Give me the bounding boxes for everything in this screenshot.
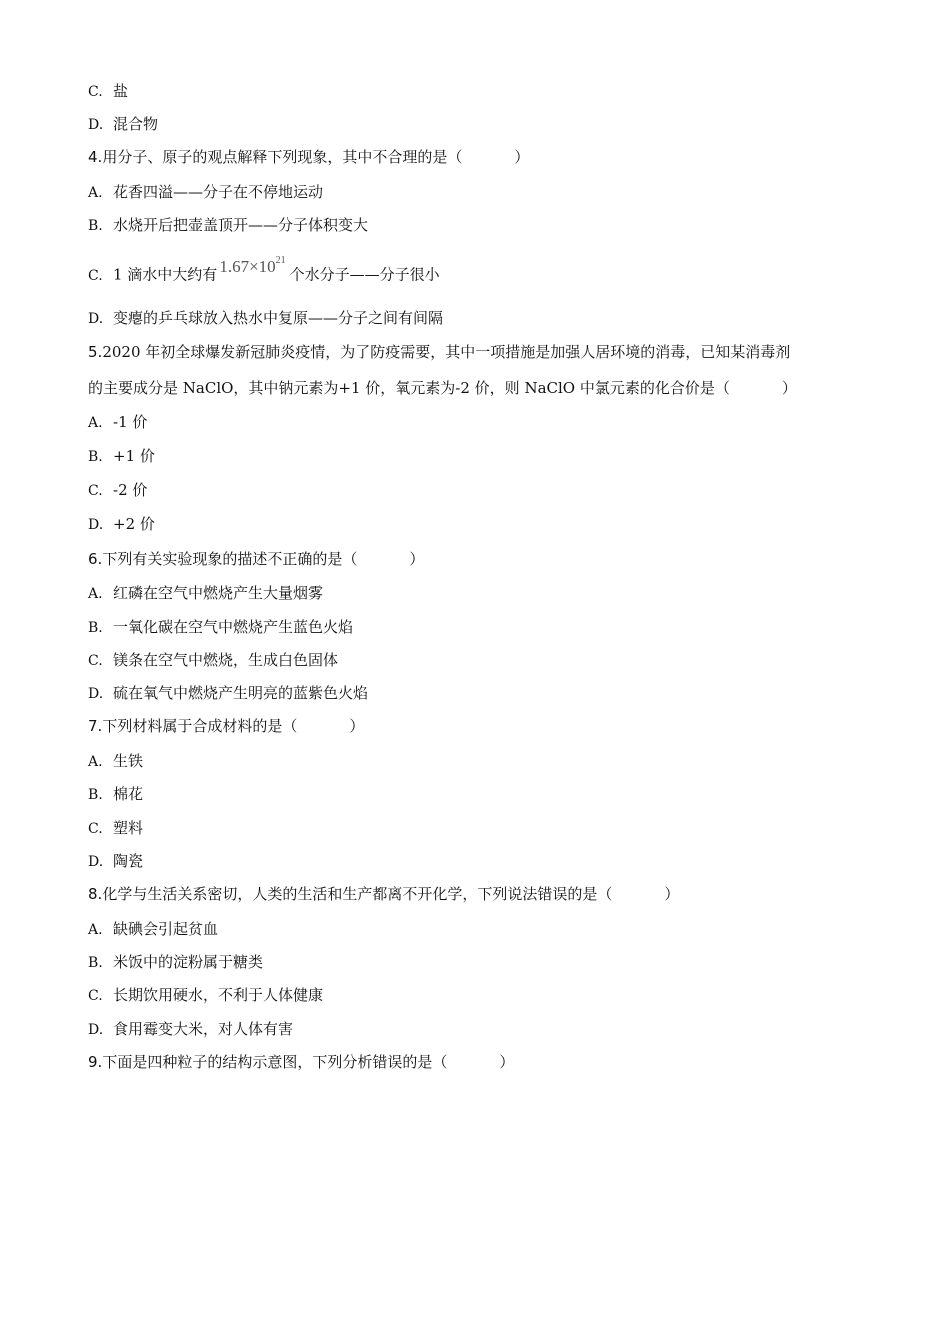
q7-stem xyxy=(88,716,364,736)
option-letter: A. xyxy=(88,586,103,602)
q4-stem xyxy=(88,147,529,167)
option-text: 塑料 xyxy=(113,819,144,837)
q6-option-d xyxy=(88,683,368,704)
q4-option-d xyxy=(88,308,443,329)
q7-option-b xyxy=(88,784,143,805)
q5-option-b xyxy=(88,446,155,467)
option-letter: B. xyxy=(88,955,103,971)
q8-option-a xyxy=(88,919,218,940)
sci-exponent: 21 xyxy=(275,255,286,266)
option-letter: D. xyxy=(88,117,104,133)
question-text: 的主要成分是 NaClO，其中钠元素为+1 价，氧元素为-2 价，则 NaClO 中氯元素的化合价是（ xyxy=(88,379,730,397)
q6-stem xyxy=(88,549,424,569)
option-letter: A. xyxy=(88,185,103,201)
option-text: 陶瓷 xyxy=(113,852,144,870)
option-text: 生铁 xyxy=(113,752,144,770)
q6-option-b xyxy=(88,617,353,638)
option-letter: B. xyxy=(88,218,103,234)
option-letter: B. xyxy=(88,449,103,465)
q5-option-c xyxy=(88,480,147,501)
option-letter: A. xyxy=(88,754,103,770)
q3-option-c xyxy=(88,81,128,102)
option-text: 米饭中的淀粉属于糖类 xyxy=(113,953,264,971)
option-letter: D. xyxy=(88,854,104,870)
option-letter: C. xyxy=(88,84,103,100)
question-number: 5. xyxy=(88,343,103,361)
q4-option-c xyxy=(88,255,440,286)
option-letter: B. xyxy=(88,787,103,803)
option-text: +2 价 xyxy=(113,515,155,533)
q5-option-a xyxy=(88,412,147,433)
option-letter: C. xyxy=(88,821,103,837)
q6-option-a xyxy=(88,583,323,604)
q9-stem xyxy=(88,1052,514,1072)
option-text: 水烧开后把壶盖顶开——分子体积变大 xyxy=(113,216,369,234)
option-text: 棉花 xyxy=(113,785,144,803)
q3-option-d xyxy=(88,114,158,135)
option-letter: B. xyxy=(88,620,103,636)
question-text: 用分子、原子的观点解释下列现象，其中不合理的是（ xyxy=(102,148,463,166)
option-text: -1 价 xyxy=(113,413,148,431)
option-text: 盐 xyxy=(113,82,129,100)
question-number: 4. xyxy=(88,148,103,166)
q7-option-d xyxy=(88,851,143,872)
option-text: 变瘪的乒乓球放入热水中复原——分子之间有间隔 xyxy=(113,309,444,327)
option-text: 混合物 xyxy=(113,115,159,133)
option-text-after: 个水分子——分子很小 xyxy=(289,265,440,284)
question-text: 下列材料属于合成材料的是（ xyxy=(102,717,298,735)
question-text: 下面是四种粒子的结构示意图，下列分析错误的是（ xyxy=(102,1053,448,1071)
option-letter: D. xyxy=(88,311,104,327)
option-text: -2 价 xyxy=(113,481,148,499)
paren-close: ） xyxy=(499,1053,515,1071)
question-number: 9. xyxy=(88,1053,103,1071)
question-number: 7. xyxy=(88,717,103,735)
sci-base: 1.67×10 xyxy=(219,256,276,276)
option-letter: A. xyxy=(88,415,103,431)
q8-option-d xyxy=(88,1019,293,1040)
scientific-notation xyxy=(219,257,285,276)
paren-close: ） xyxy=(664,885,680,903)
option-text: 缺碘会引起贫血 xyxy=(113,920,219,938)
option-letter: A. xyxy=(88,922,103,938)
option-text-before: 1 滴水中大约有 xyxy=(113,265,218,284)
option-text: 硫在氧气中燃烧产生明亮的蓝紫色火焰 xyxy=(113,684,369,702)
q7-option-a xyxy=(88,751,143,772)
paren-close: ） xyxy=(409,550,425,568)
paren-close: ） xyxy=(349,717,365,735)
option-letter: D. xyxy=(88,517,104,533)
question-text: 化学与生活关系密切，人类的生活和生产都离不开化学，下列说法错误的是（ xyxy=(102,885,613,903)
option-letter: D. xyxy=(88,1022,104,1038)
question-text: 下列有关实验现象的描述不正确的是（ xyxy=(102,550,358,568)
question-number: 6. xyxy=(88,550,103,568)
option-text: 花香四溢——分子在不停地运动 xyxy=(113,183,324,201)
option-text: 红磷在空气中燃烧产生大量烟雾 xyxy=(113,584,324,602)
q5-option-d xyxy=(88,514,155,535)
question-number: 8. xyxy=(88,885,103,903)
q4-option-a xyxy=(88,182,323,203)
option-text: 食用霉变大米，对人体有害 xyxy=(113,1020,294,1038)
option-letter: C. xyxy=(88,483,103,499)
option-letter: D. xyxy=(88,686,104,702)
q4-option-b xyxy=(88,215,368,236)
option-text: 长期饮用硬水，不利于人体健康 xyxy=(113,986,324,1004)
option-letter: C. xyxy=(88,988,103,1004)
q8-option-b xyxy=(88,952,263,973)
option-text: 一氧化碳在空气中燃烧产生蓝色火焰 xyxy=(113,618,354,636)
option-text: 镁条在空气中燃烧，生成白色固体 xyxy=(113,651,339,669)
q8-stem xyxy=(88,884,679,904)
option-letter: C. xyxy=(88,653,103,669)
q8-option-c xyxy=(88,985,323,1006)
paren-close: ） xyxy=(781,379,797,397)
paren-close: ） xyxy=(514,148,530,166)
q5-stem-line2 xyxy=(88,378,797,398)
q5-stem-line1 xyxy=(88,342,790,362)
option-text: +1 价 xyxy=(113,447,155,465)
q6-option-c xyxy=(88,650,338,671)
q7-option-c xyxy=(88,818,143,839)
question-text: 2020 年初全球爆发新冠肺炎疫情，为了防疫需要，其中一项措施是加强人居环境的消毒，已知某消毒剂 xyxy=(102,343,791,361)
option-letter: C. xyxy=(88,267,103,284)
